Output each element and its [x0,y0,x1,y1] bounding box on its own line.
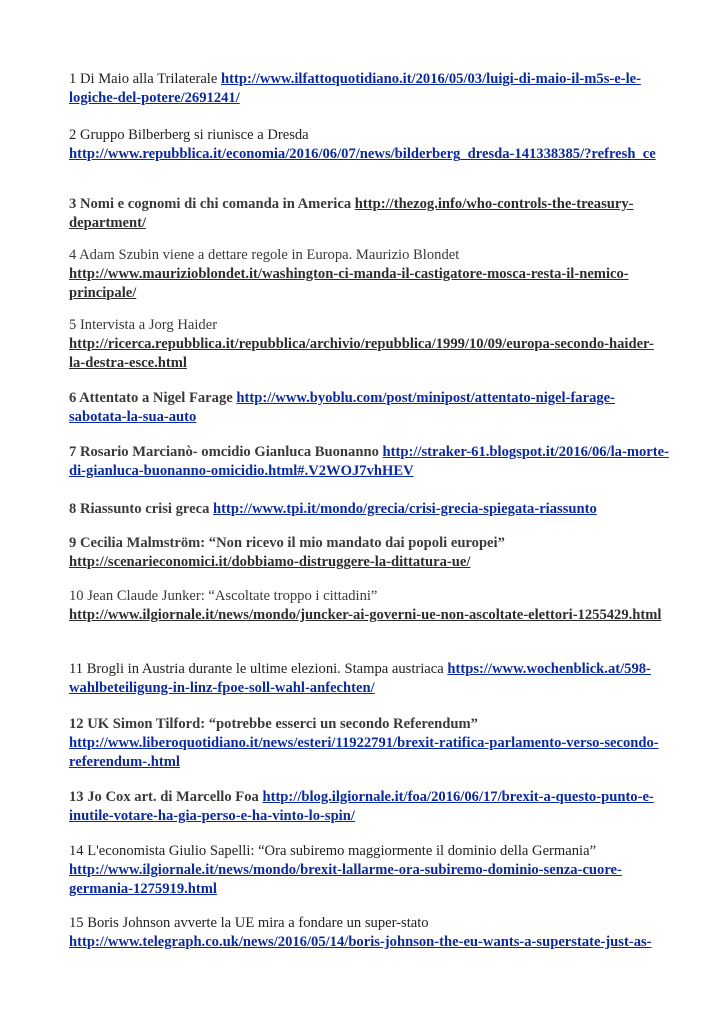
entry-link[interactable]: http://www.tpi.it/mondo/grecia/crisi-grecia-spiegata-riassunto [213,501,597,517]
entry-link[interactable]: http://www.ilfattoquotidiano.it/2016/05/03/luigi-di-maio-il-m5s-e-le-logiche-del-potere/2691241/ [69,71,641,106]
entry-11 [69,660,669,698]
entry-link[interactable]: https://www.wochenblick.at/598-wahlbeteiligung-in-linz-fpoe-soll-wahl-anfechten/ [69,661,651,696]
entry-link[interactable]: http://ricerca.repubblica.it/repubblica/archivio/repubblica/1999/10/09/europa-secondo-haider-la-destra-esce.html [69,336,654,371]
entry-9 [69,534,669,572]
entry-link[interactable]: http://scenarieconomici.it/dobbiamo-distruggere-la-dittatura-ue/ [69,554,471,570]
entry-label: 5 Intervista a Jorg Haider [69,317,218,333]
entry-label: 13 Jo Cox art. di Marcello Foa [69,789,263,805]
entry-12 [69,715,669,772]
entry-label: 7 Rosario Marcianò- omcidio Gianluca Buonanno [69,444,383,460]
entry-label: 2 Gruppo Bilberberg si riunisce a Dresda [69,127,309,143]
entry-8 [69,500,669,519]
entry-14 [69,842,669,899]
entry-link[interactable]: http://blog.ilgiornale.it/foa/2016/06/17/brexit-a-questo-punto-e-inutile-votare-ha-gia-perso-e-ha-vinto-lo-spin/ [69,789,654,824]
entry-link[interactable]: http://www.ilgiornale.it/news/mondo/juncker-ai-governi-ue-non-ascoltate-elettori-1255429.html [69,607,662,623]
entry-7 [69,443,669,481]
entry-link[interactable]: http://www.repubblica.it/economia/2016/06/07/news/bilderberg_dresda-141338385/?refresh_ce [69,146,656,162]
entry-3 [69,195,669,233]
entry-label: 3 Nomi e cognomi di chi comanda in America [69,196,355,212]
entry-4 [69,246,669,303]
entry-6 [69,389,669,427]
entry-link[interactable]: http://thezog.info/who-controls-the-treasury-department/ [69,196,634,231]
entry-label: 4 Adam Szubin viene a dettare regole in Europa. Maurizio Blondet [69,247,460,263]
entry-label: 14 L'economista Giulio Sapelli: “Ora subiremo maggiormente il dominio della Germania” [69,843,597,859]
entry-label: 10 Jean Claude Junker: “Ascoltate troppo i cittadini” [69,588,378,604]
entry-label: 12 UK Simon Tilford: “potrebbe esserci un secondo Referendum” [69,716,478,732]
entry-label: 11 Brogli in Austria durante le ultime elezioni. Stampa austriaca [69,661,448,677]
entry-5 [69,316,669,373]
entry-link[interactable]: http://www.byoblu.com/post/minipost/attentato-nigel-farage-sabotata-la-sua-auto [69,390,616,425]
entry-label: 8 Riassunto crisi greca [69,501,214,517]
entry-10 [69,587,669,625]
entry-1 [69,70,669,108]
entry-link[interactable]: http://straker-61.blogspot.it/2016/06/la-morte-di-gianluca-buonanno-omicidio.html#.V2WOJ7vhHEV [69,444,669,479]
entry-link[interactable]: http://www.maurizioblondet.it/washington-ci-manda-il-castigatore-mosca-resta-il-nemico-principale/ [69,266,629,301]
entry-label: 1 Di Maio alla Trilaterale [69,71,221,87]
entry-label: 9 Cecilia Malmström: “Non ricevo il mio mandato dai popoli europei” [69,535,505,551]
entry-label: 15 Boris Johnson avverte la UE mira a fondare un super-stato [69,915,429,931]
entry-13 [69,788,669,826]
entry-link[interactable]: http://www.telegraph.co.uk/news/2016/05/14/boris-johnson-the-eu-wants-a-superstate-just-as- [69,934,652,950]
entry-link[interactable]: http://www.liberoquotidiano.it/news/esteri/11922791/brexit-ratifica-parlamento-verso-secondo-referendum-.html [69,735,659,770]
entry-label: 6 Attentato a Nigel Farage [69,390,237,406]
entry-link[interactable]: http://www.ilgiornale.it/news/mondo/brexit-lallarme-ora-subiremo-dominio-senza-cuore-germania-1275919.html [69,862,622,897]
entry-15 [69,914,669,952]
entry-2 [69,126,669,164]
